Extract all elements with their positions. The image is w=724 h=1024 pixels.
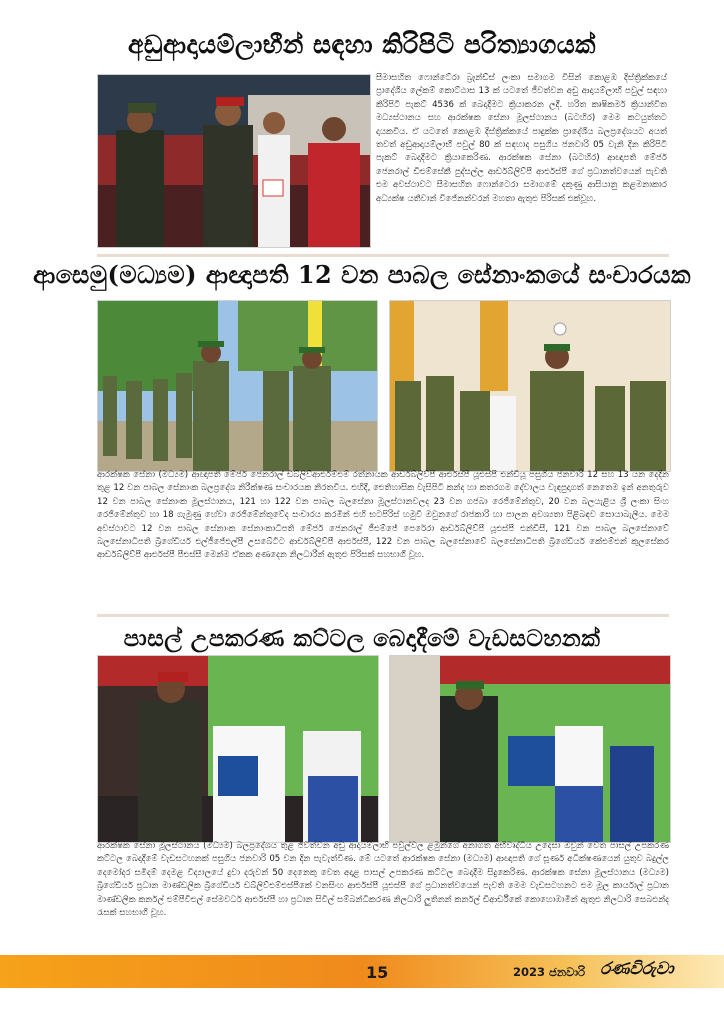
article-3-photo-right [389, 655, 671, 843]
article-3-headline: පාසල් උපකරණ කට්ටල බෙදාදීමේ වැඩසටහනක් [123, 625, 601, 652]
section-divider [97, 254, 669, 257]
section-divider [97, 614, 669, 617]
article-3-photo-left [97, 655, 379, 843]
article-2-body: ආරක්ෂක සේනා (මධ්‍යම) ආඥාපති මේජර් ජෙනරාල් ඩබ්ලිව්ආර්එම්එම් රත්නායක ආර්ඩබ්ලිව්පී ආර්එස්පී යූඑස්පී එන්ඩියූ පසුගිය ජනවාරි 12 සහ 13 යන දෙදින තුළ 12 වන පාබල සේනාංක බලප්‍රදේශ නිරීක්ෂණ සංචාරයක නිරතවිය. එහිදී, ඓතිහාසික වැසිපිටි කන්ද හා කතරගම දේවාලය වැඳපුදාගත් නෙතෙම ඉන් අනතුරුව 12 වන පාබල සේනාංක මූලස්ථානය, 121 හා 122 වන පාබල බලසේනා මූලස්ථානවලද 23 වන ගජබා රෙජිමේන්තුව, 20 වන බලයැළිය ශ්‍රී ලංකා සිංහ රෙජිමේන්තුව හා 18 ගැමුණු හේවා රෙජිමේන්තුවේද සංචාරය කරමින් එහි භටපිරිස් හමුවී ඔවුනගේ රාජකාරි හා පාලන අවශ්‍යතා පිළිබඳව සොයාබැලීය. මෙම අවස්ථාවට 12 වන පාබල සේනාංක සේනාංකාධිපති මේජර් ජෙනරාල් ජීඑම්ජේ පෙරේරා ආර්ඩබ්ලිව්පී යූඑස්පී එන්ඩීසී, 121 වන පාබල බලසේනාවේ බලසේනාධිපති බ්‍රිගේඩියර් එල්ජීජේඑල්පී උසබේටිට ආර්ඩබ්ලිව්පී ආර්එස්පී, 122 වන පාබල බලසේනාවේ බලසේනාධිපති බ්‍රිගේඩියර් කේඑම්එන් කුලසේකර ආර්ඩබ්ලිව්පී ආර්එස්පී පීඑස්සී මෙන්ම ඒකක අණදෙන නිලධාරීන් ඇතුළු පිරිසක් සහභාගී වූහ. [97, 470, 669, 561]
article-1-body: සීමාසහිත ෆොන්ටේරා බ්‍රෑන්ඩ්ස් ලංකා සමාගම විසින් කොළඹ දිස්ත්‍රික්කයේ ප්‍රාදේශීය ලේකම් කොට්ඨාස 13 ක් යටතේ ජීවත්වන අඩු ආදායම්ලාභී පවුල් සඳහා කිරිපිටි පැකට් 4536 ක් බෙදාදීමට ක්‍රියාකරන ලදී. හරිත කෘෂිකර්ම ක්‍රියාන්විත මධ්‍යස්ථානය සහ ආරක්ෂක සේනා මූලස්ථානය (බටහිර) මෙම කටයුත්තට දායකවිය. ඒ යටතේ කොළඹ දිස්ත්‍රික්කයේ පාදුක්ක ප්‍රාදේශීය බලප්‍රදේශයට අයත් තවත් අඩුආදායම්ලාභී පවුල් 80 ක් සඳහාද පසුගිය ජනවාරි 05 වැනි දින කිරිපිටි පැකට් බෙදාදීමට ක්‍රියාකෙරිණ. ආරක්ෂක සේනා (බටහිර) ආඥාපති මේජර් ජෙනරාල් ඩීඑම්සේකී පුද්සල්ල ආර්ඩබ්ලිව්පී ආර්එස්පී ගේ ප්‍රධානත්වයෙන් පැවති එම අවස්ථාවට සීමාසහිත ෆොන්ටෙරා සමාගමේ දකුණු ආසියානු කළමනාකාර අධ්‍යක්ෂ යතීවාන් විජේනන්වරන් මහතා ඇතුළු පිරිසක් එක්වූහ. [376, 73, 667, 204]
article-2-photo-left [97, 300, 378, 472]
article-1-headline: අඩුආදායම්ලාභීන් සඳහා කිරිපිටි පරිත්‍යාගයක් [128, 30, 596, 59]
page-number: 15 [366, 963, 389, 982]
page-footer [0, 955, 724, 1024]
magazine-logo: රණවිරුවා [600, 959, 674, 979]
issue-date: 2023 ජනවාරි [513, 965, 586, 979]
article-2-headline: ආසෙමු(මධ්‍යම) ආඥාපති 12 වන පාබල සේනාංකයේ සංචාරයක [33, 260, 691, 289]
article-1-photo [97, 74, 371, 248]
article-3-body: ආරක්ෂක සේනා මූලස්ථානය (මධ්‍යම) බලප්‍රදේශය තුළ ජීවත්වන අඩු ආදායම්ලාභී පවුල්වල ළමුන්ගේ අනාගත අභිවෘද්ධිය උදෙසා ඔවුන් වෙත පාසල් උපකරණ කට්ටල බෙදාදීමේ වැඩසටහනක් පසුගිය ජනවාරි 05 වන දින පැවැත්විණ. මේ යටතේ ආරක්ෂක සේනා (මධ්‍යම) ආඥාපති ගේ සූර්ණ අධීක්ෂණයෙන් යුතුව බදුල්ල දෙමෝදර සමිදම් දෙමළ විද්‍යාලයේ දුවා දරුවන් 50 දෙනෙකු වෙත අදාළ පාසල් උපකරණ කට්ටල බෙදාදීම සිදුකෙරිණ. ආරක්ෂක සේනා මූලස්ථානය (මධ්‍යම) බ්‍රිගේඩියර් ප්‍රධාන මාණ්ඩලික බ්‍රිගේඩියර් ඩබ්ලිව්එම්එස්පීකේ වනසිංහ ආර්එස්පී යූඑස්පී ගේ ප්‍රධානත්වයෙන් පැවති මෙම වැඩසටහනට එම මූල කාර්යාල් ප්‍රධාන මාණ්ඩලික කර්නල් එම්පීවීඑල් සේමවර්ධ ආර්එස්පී හා ප්‍රධාන සිවිල් සම්බන්ධීකරණ නිලධාරි ලුතිනන් කර්නල් ඩීආර්ඩීකේ කොහොඹාමින් ඇතුළු නිලධාරි සෙබළුන්ද රැසක් සහභාගී වූහ. [97, 841, 669, 919]
article-2-photo-right [389, 300, 671, 472]
